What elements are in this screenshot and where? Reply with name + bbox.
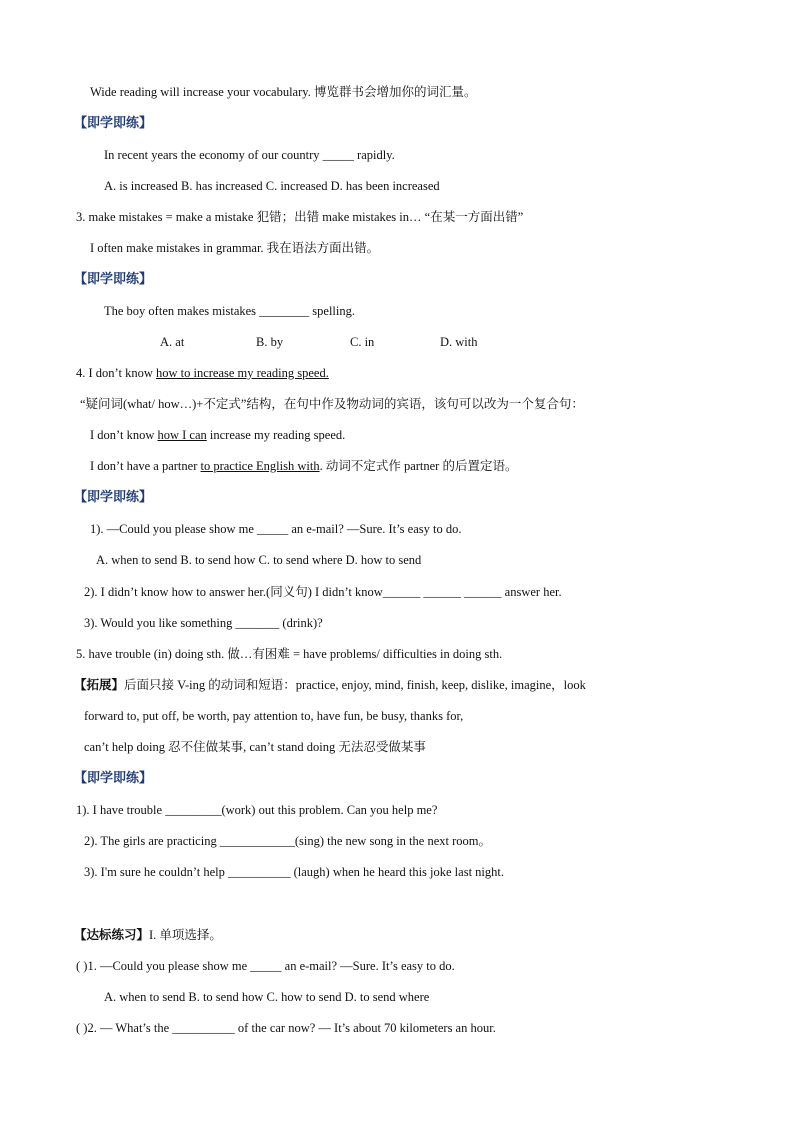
practice-heading: 【即学即练】 <box>74 489 153 504</box>
exercise-question: ( )1. —Could you please show me _____ an e-mail? —Sure. It’s easy to do. <box>76 959 455 973</box>
practice-heading: 【即学即练】 <box>74 271 153 286</box>
question-options: A. when to send B. to send how C. how to send D. to send where <box>104 990 430 1004</box>
example-sentence: I often make mistakes in grammar. 我在语法方面出错。 <box>90 241 380 255</box>
section-label: 【达标练习】 <box>74 928 150 942</box>
section-heading <box>74 927 222 943</box>
underlined-phrase: to practice English with <box>200 459 320 473</box>
extension-note: forward to, put off, be worth, pay attention to, have fun, be busy, thanks for, <box>84 709 464 723</box>
question-text: 3). Would you like something _______ (drink)? <box>84 616 323 630</box>
extension-note: can’t help doing 忍不住做某事, can’t stand doing 无法忍受做某事 <box>84 740 426 754</box>
practice-heading: 【即学即练】 <box>74 115 153 130</box>
extension-note <box>74 677 586 693</box>
point-heading: 5. have trouble (in) doing sth. 做…有困难 = have problems/ difficulties in doing sth. <box>76 647 503 661</box>
extension-text: 后面只接 V-ing 的动词和短语：practice, enjoy, mind, finish, keep, dislike, imagine，look <box>124 678 586 692</box>
sentence-part: I don’t have a partner <box>90 459 201 473</box>
underlined-phrase: how I can <box>157 428 207 442</box>
question-text: 3). I'm sure he couldn’t help __________ (laugh) when he heard this joke last night. <box>84 865 504 879</box>
point-heading: 3. make mistakes = make a mistake 犯错；出错 make mistakes in… “在某一方面出错” <box>76 210 524 224</box>
option-b: B. by <box>256 335 284 349</box>
question-text: 2). I didn’t know how to answer her.(同义句) I didn’t know______ ______ ______ answer her. <box>84 585 562 599</box>
sentence-part: . 动词不定式作 partner 的后置定语。 <box>319 459 518 473</box>
question-text: 1). I have trouble _________(work) out this problem. Can you help me? <box>76 803 438 817</box>
question-text: The boy often makes mistakes ________ spelling. <box>104 304 356 318</box>
option-d: D. with <box>440 335 478 349</box>
point-text: 4. I don’t know <box>76 366 156 380</box>
exercise-question: ( )2. — What’s the __________ of the car now? — It’s about 70 kilometers an hour. <box>76 1021 496 1035</box>
extension-label: 【拓展】 <box>74 678 125 692</box>
underlined-phrase: how to increase my reading speed. <box>155 366 329 380</box>
example-sentence: Wide reading will increase your vocabulary. 博览群书会增加你的词汇量。 <box>90 85 477 99</box>
point-heading <box>76 365 329 381</box>
question-text: In recent years the economy of our country _____ rapidly. <box>104 148 395 162</box>
practice-heading: 【即学即练】 <box>74 770 153 785</box>
question-text: 2). The girls are practicing ____________(sing) the new song in the next room。 <box>84 834 491 848</box>
sentence-part: increase my reading speed. <box>206 428 346 442</box>
example-sentence <box>90 427 345 443</box>
section-title: I. 单项选择。 <box>149 928 222 942</box>
grammar-note: “疑问词(what/ how…)+不定式”结构，在句中作及物动词的宾语，该句可以改为一个复合句： <box>80 397 584 411</box>
question-text: 1). —Could you please show me _____ an e-mail? —Sure. It’s easy to do. <box>90 522 462 536</box>
option-c: C. in <box>350 335 375 349</box>
question-options: A. when to send B. to send how C. to send where D. how to send <box>96 553 422 567</box>
sentence-part: I don’t know <box>90 428 158 442</box>
example-sentence <box>90 458 517 474</box>
option-a: A. at <box>160 335 185 349</box>
question-options: A. is increased B. has increased C. increased D. has been increased <box>104 179 440 193</box>
